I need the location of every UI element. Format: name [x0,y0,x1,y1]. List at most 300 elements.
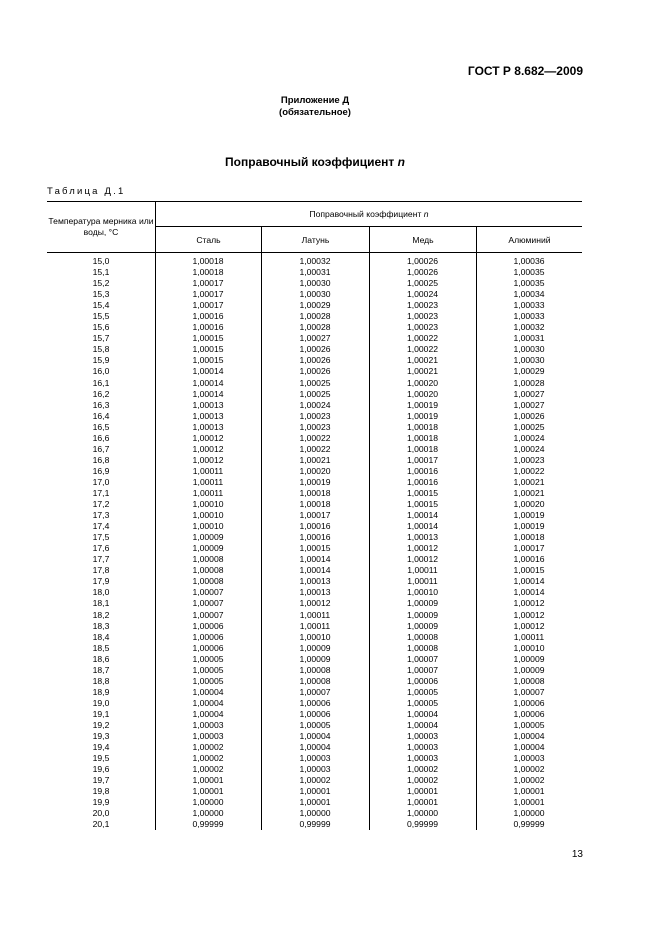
cell-copper: 1,00003 [406,753,439,764]
table-row [47,333,582,344]
table-row [47,753,582,764]
cell-brass: 1,00001 [299,797,331,808]
cell-temperature: 17,6 [92,543,110,554]
table-row [47,654,582,665]
cell-steel: 1,00018 [192,267,224,278]
column-divider [369,253,370,830]
cell-brass: 1,00003 [299,753,331,764]
cell-temperature: 19,6 [92,764,110,775]
table-row [47,289,582,300]
cell-aluminum: 1,00006 [513,697,545,708]
table-body [47,253,582,830]
cell-copper: 1,00015 [406,487,439,498]
cell-aluminum: 1,00020 [513,499,545,510]
table-row [47,466,582,477]
cell-temperature: 17,2 [92,499,110,510]
cell-aluminum: 1,00036 [513,256,545,266]
cell-copper: 1,00009 [406,620,439,631]
cell-temperature: 15,9 [92,355,110,366]
cell-copper: 1,00019 [406,410,439,421]
cell-temperature: 19,1 [92,708,110,719]
cell-temperature: 16,9 [92,465,110,476]
cell-temperature: 18,4 [92,631,110,642]
cell-steel: 1,00010 [192,499,224,510]
cell-steel: 1,00006 [192,642,224,653]
column-divider [155,253,156,830]
cell-aluminum: 1,00021 [513,476,545,487]
table-row [47,665,582,676]
cell-aluminum: 1,00030 [513,355,545,366]
cell-copper: 1,00014 [406,510,439,521]
cell-brass: 1,00027 [299,333,331,344]
cell-brass: 1,00011 [299,609,331,620]
cell-brass: 1,00020 [299,465,331,476]
cell-aluminum: 1,00010 [513,642,545,653]
table-row [47,554,582,565]
cell-temperature: 17,4 [92,521,110,532]
table-row [47,786,582,797]
cell-temperature: 20,1 [92,819,110,830]
table-row [47,698,582,709]
cell-steel: 1,00015 [192,333,224,344]
cell-aluminum: 1,00002 [513,775,545,786]
cell-aluminum: 1,00014 [513,576,545,587]
cell-aluminum: 1,00030 [513,344,545,355]
table-row [47,797,582,808]
cell-steel: 1,00013 [192,421,224,432]
document-number: ГОСТ Р 8.682—2009 [467,64,583,78]
cell-steel: 1,00013 [192,410,224,421]
header-temperature: Температура мерника или воды, °С [48,216,154,237]
cell-aluminum: 1,00001 [513,797,545,808]
table-row [47,543,582,554]
cell-temperature: 18,2 [92,609,110,620]
cell-steel: 1,00017 [192,300,224,311]
cell-brass: 1,00002 [299,775,331,786]
cell-copper: 1,00012 [406,543,439,554]
cell-brass: 1,00009 [299,653,331,664]
cell-steel: 1,00009 [192,532,224,543]
cell-brass: 1,00031 [299,267,331,278]
appendix-subtitle: (обязательное) [279,107,351,118]
cell-copper: 1,00018 [406,443,439,454]
header-copper: Медь [369,227,476,252]
table-row [47,731,582,742]
table-row [47,389,582,400]
cell-steel: 1,00008 [192,565,224,576]
cell-temperature: 18,7 [92,664,110,675]
cell-temperature: 18,1 [92,598,110,609]
cell-aluminum: 1,00035 [513,278,545,289]
table-row [47,565,582,576]
cell-copper: 1,00013 [406,532,439,543]
cell-temperature: 15,1 [92,267,110,278]
cell-aluminum: 1,00018 [513,532,545,543]
cell-copper: 1,00021 [406,355,439,366]
cell-temperature: 16,0 [92,366,110,377]
cell-copper: 1,00008 [406,631,439,642]
cell-brass: 1,00007 [299,686,331,697]
cell-temperature: 15,0 [92,256,110,266]
cell-steel: 1,00014 [192,366,224,377]
table-row [47,720,582,731]
cell-temperature: 15,5 [92,311,110,322]
header-coefficient-group [155,202,582,227]
cell-steel: 1,00017 [192,278,224,289]
cell-brass: 1,00018 [299,487,331,498]
table-row [47,510,582,521]
appendix-title: Приложение Д [280,95,350,106]
cell-brass: 1,00013 [299,587,331,598]
cell-aluminum: 1,00033 [513,311,545,322]
cell-copper: 1,00018 [406,432,439,443]
table-caption: Таблица Д.1 [47,186,126,197]
cell-steel: 1,00005 [192,664,224,675]
table-row [47,532,582,543]
cell-temperature: 19,4 [92,742,110,753]
cell-copper: 1,00025 [406,278,439,289]
cell-brass: 1,00001 [299,786,331,797]
cell-steel: 1,00002 [192,753,224,764]
cell-copper: 1,00012 [406,554,439,565]
cell-brass: 1,00008 [299,664,331,675]
cell-steel: 1,00014 [192,377,224,388]
cell-steel: 1,00015 [192,355,224,366]
cell-temperature: 15,3 [92,289,110,300]
cell-steel: 1,00005 [192,675,224,686]
header-brass: Латунь [261,227,369,252]
cell-copper: 1,00003 [406,731,439,742]
cell-aluminum: 1,00035 [513,267,545,278]
cell-steel: 1,00012 [192,454,224,465]
table-row [47,311,582,322]
cell-steel: 1,00011 [192,465,224,476]
cell-copper: 1,00019 [406,399,439,410]
table-row [47,598,582,609]
cell-temperature: 19,0 [92,697,110,708]
cell-brass: 1,00025 [299,377,331,388]
cell-temperature: 16,7 [92,443,110,454]
cell-aluminum: 1,00023 [513,454,545,465]
cell-copper: 1,00022 [406,333,439,344]
cell-steel: 1,00004 [192,708,224,719]
table-row [47,775,582,786]
cell-steel: 1,00016 [192,322,224,333]
cell-temperature: 19,2 [92,719,110,730]
table-row [47,632,582,643]
cell-aluminum: 1,00006 [513,708,545,719]
table-row [47,455,582,466]
table-row [47,422,582,433]
cell-brass: 1,00023 [299,410,331,421]
cell-aluminum: 1,00024 [513,443,545,454]
table-row [47,521,582,532]
cell-temperature: 15,8 [92,344,110,355]
cell-aluminum: 1,00026 [513,410,545,421]
table-row [47,344,582,355]
appendix-heading [0,95,630,119]
cell-steel: 1,00007 [192,609,224,620]
cell-aluminum: 1,00007 [513,686,545,697]
cell-brass: 1,00003 [299,764,331,775]
cell-brass: 1,00023 [299,421,331,432]
cell-aluminum: 1,00004 [513,731,545,742]
cell-aluminum: 1,00032 [513,322,545,333]
cell-steel: 1,00000 [192,797,224,808]
cell-aluminum: 1,00033 [513,300,545,311]
cell-aluminum: 1,00011 [513,631,545,642]
cell-steel: 1,00002 [192,742,224,753]
header-group-symbol: n [423,209,429,219]
cell-steel: 1,00001 [192,786,224,797]
cell-brass: 1,00030 [299,289,331,300]
cell-brass: 1,00024 [299,399,331,410]
cell-temperature: 16,3 [92,399,110,410]
cell-temperature: 18,8 [92,675,110,686]
cell-copper: 1,00026 [406,267,439,278]
cell-steel: 1,00018 [192,256,224,266]
table-row [47,742,582,753]
cell-temperature: 15,2 [92,278,110,289]
cell-aluminum: 1,00021 [513,487,545,498]
cell-aluminum: 1,00027 [513,399,545,410]
cell-brass: 1,00000 [299,808,331,819]
cell-copper: 1,00009 [406,598,439,609]
cell-aluminum: 1,00012 [513,609,545,620]
cell-temperature: 17,7 [92,554,110,565]
table-row [47,300,582,311]
cell-brass: 1,00004 [299,731,331,742]
table-row [47,267,582,278]
cell-steel: 1,00012 [192,443,224,454]
cell-steel: 1,00000 [192,808,224,819]
cell-temperature: 19,3 [92,731,110,742]
cell-aluminum: 1,00034 [513,289,545,300]
cell-aluminum: 1,00025 [513,421,545,432]
cell-aluminum: 1,00024 [513,432,545,443]
column-divider [476,253,477,830]
cell-brass: 1,00014 [299,554,331,565]
correction-table [47,201,582,830]
cell-aluminum: 1,00001 [513,786,545,797]
table-row [47,643,582,654]
cell-brass: 1,00029 [299,300,331,311]
cell-brass: 1,00006 [299,697,331,708]
cell-brass: 1,00009 [299,642,331,653]
cell-temperature: 18,6 [92,653,110,664]
cell-steel: 1,00003 [192,731,224,742]
header-steel: Сталь [155,227,261,252]
cell-copper: 1,00017 [406,454,439,465]
cell-aluminum: 1,00029 [513,366,545,377]
cell-brass: 1,00032 [299,256,331,266]
cell-temperature: 16,2 [92,388,110,399]
cell-brass: 1,00026 [299,366,331,377]
table-row [47,499,582,510]
cell-aluminum: 1,00009 [513,664,545,675]
cell-copper: 1,00002 [406,775,439,786]
cell-copper: 1,00001 [406,797,439,808]
cell-temperature: 15,7 [92,333,110,344]
cell-steel: 1,00003 [192,719,224,730]
cell-copper: 1,00020 [406,377,439,388]
cell-brass: 1,00008 [299,675,331,686]
table-row [47,676,582,687]
table-row [47,278,582,289]
cell-brass: 1,00011 [299,620,331,631]
cell-brass: 0,99999 [299,819,331,830]
cell-aluminum: 1,00015 [513,565,545,576]
cell-copper: 1,00018 [406,421,439,432]
cell-aluminum: 1,00005 [513,719,545,730]
cell-aluminum: 1,00028 [513,377,545,388]
cell-brass: 1,00012 [299,598,331,609]
table-row [47,433,582,444]
cell-steel: 1,00006 [192,631,224,642]
table-row [47,587,582,598]
cell-copper: 1,00024 [406,289,439,300]
table-row [47,256,582,267]
cell-temperature: 15,6 [92,322,110,333]
cell-copper: 1,00016 [406,465,439,476]
cell-aluminum: 1,00019 [513,521,545,532]
cell-steel: 1,00010 [192,521,224,532]
cell-aluminum: 1,00012 [513,598,545,609]
cell-brass: 1,00006 [299,708,331,719]
table-row [47,610,582,621]
cell-brass: 1,00018 [299,499,331,510]
cell-aluminum: 1,00014 [513,587,545,598]
table-row [47,621,582,632]
cell-aluminum: 1,00008 [513,675,545,686]
cell-aluminum: 1,00000 [513,808,545,819]
cell-copper: 1,00023 [406,311,439,322]
cell-copper: 1,00000 [406,808,439,819]
cell-aluminum: 1,00002 [513,764,545,775]
cell-temperature: 17,1 [92,487,110,498]
cell-steel: 0,99999 [192,819,224,830]
cell-copper: 1,00023 [406,300,439,311]
table-row [47,411,582,422]
cell-steel: 1,00009 [192,543,224,554]
cell-aluminum: 1,00031 [513,333,545,344]
cell-temperature: 16,1 [92,377,110,388]
cell-aluminum: 1,00009 [513,653,545,664]
cell-steel: 1,00004 [192,697,224,708]
cell-brass: 1,00014 [299,565,331,576]
cell-steel: 1,00006 [192,620,224,631]
cell-steel: 1,00008 [192,576,224,587]
table-row [47,687,582,698]
cell-copper: 1,00011 [407,576,438,587]
cell-steel: 1,00011 [192,487,224,498]
cell-copper: 1,00023 [406,322,439,333]
cell-temperature: 18,5 [92,642,110,653]
cell-brass: 1,00021 [299,454,331,465]
cell-brass: 1,00004 [299,742,331,753]
cell-steel: 1,00011 [192,476,224,487]
cell-brass: 1,00022 [299,432,331,443]
table-row [47,378,582,389]
cell-temperature: 20,0 [92,808,110,819]
cell-steel: 1,00014 [192,388,224,399]
cell-steel: 1,00007 [192,587,224,598]
cell-copper: 1,00020 [406,388,439,399]
page-title-text: Поправочный коэффициент [225,155,398,169]
cell-copper: 1,00009 [406,609,439,620]
cell-temperature: 17,8 [92,565,110,576]
cell-brass: 1,00010 [299,631,331,642]
header-aluminum: Алюминий [476,227,582,252]
cell-brass: 1,00025 [299,388,331,399]
cell-copper: 1,00021 [406,366,439,377]
cell-copper: 1,00006 [406,675,439,686]
table-row [47,764,582,775]
cell-copper: 1,00007 [406,653,439,664]
cell-copper: 1,00014 [406,521,439,532]
table-header [47,201,582,253]
cell-brass: 1,00026 [299,355,331,366]
cell-temperature: 18,9 [92,686,110,697]
cell-temperature: 18,3 [92,620,110,631]
table-row [47,819,582,830]
table-row [47,444,582,455]
cell-brass: 1,00016 [299,532,331,543]
cell-aluminum: 1,00017 [513,543,545,554]
cell-temperature: 18,0 [92,587,110,598]
cell-temperature: 19,7 [92,775,110,786]
header-materials [155,227,582,252]
cell-aluminum: 1,00022 [513,465,545,476]
cell-steel: 1,00001 [192,775,224,786]
cell-temperature: 19,9 [92,797,110,808]
table-row [47,576,582,587]
column-divider [261,253,262,830]
cell-copper: 1,00016 [406,476,439,487]
cell-copper: 0,99999 [406,819,439,830]
cell-brass: 1,00016 [299,521,331,532]
cell-aluminum: 1,00019 [513,510,545,521]
cell-aluminum: 0,99999 [513,819,545,830]
table-row [47,366,582,377]
cell-brass: 1,00015 [299,543,331,554]
cell-copper: 1,00004 [406,719,439,730]
cell-temperature: 16,4 [92,410,110,421]
cell-brass: 1,00005 [299,719,331,730]
page-title-symbol: n [397,155,405,169]
table-row [47,400,582,411]
cell-brass: 1,00026 [299,344,331,355]
cell-copper: 1,00003 [406,742,439,753]
table-row [47,322,582,333]
cell-temperature: 16,8 [92,454,110,465]
cell-copper: 1,00022 [406,344,439,355]
cell-steel: 1,00016 [192,311,224,322]
cell-temperature: 16,5 [92,421,110,432]
cell-aluminum: 1,00016 [513,554,545,565]
cell-steel: 1,00013 [192,399,224,410]
cell-copper: 1,00026 [406,256,439,266]
cell-copper: 1,00004 [406,708,439,719]
cell-aluminum: 1,00027 [513,388,545,399]
cell-steel: 1,00008 [192,554,224,565]
cell-brass: 1,00013 [299,576,331,587]
cell-brass: 1,00019 [299,476,331,487]
cell-copper: 1,00005 [406,697,439,708]
table-row [47,477,582,488]
cell-copper: 1,00011 [407,565,438,576]
table-row [47,808,582,819]
